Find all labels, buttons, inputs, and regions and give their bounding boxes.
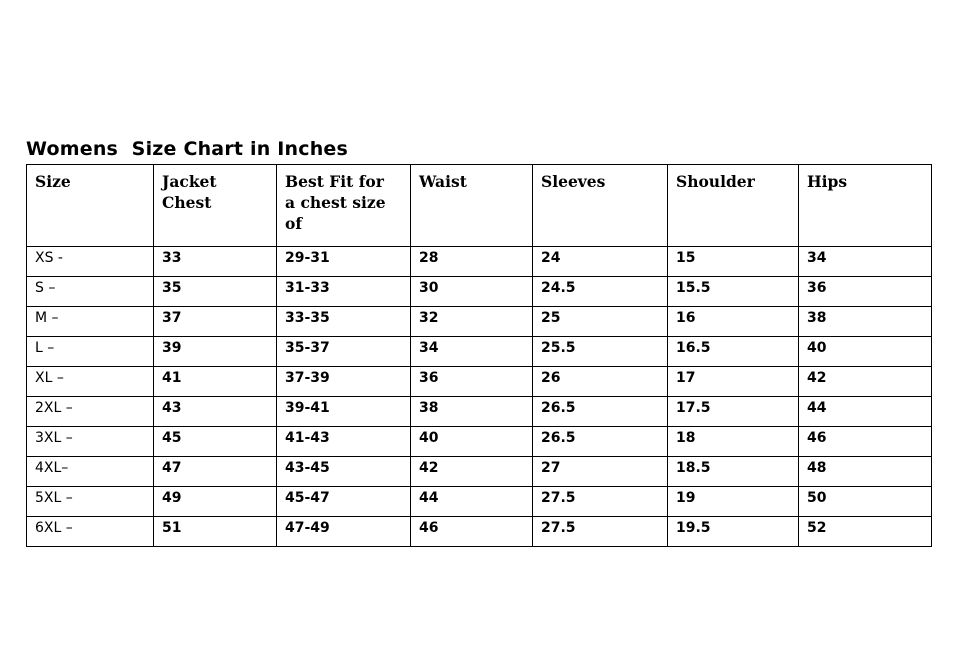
table-row <box>27 427 932 457</box>
cell-best-fit: 41-43 <box>277 427 411 457</box>
cell-size: XL – <box>27 367 154 397</box>
cell-shoulder: 16 <box>668 307 799 337</box>
table-row <box>27 367 932 397</box>
table-row <box>27 307 932 337</box>
cell-jacket-chest: 33 <box>154 247 277 277</box>
cell-hips: 36 <box>799 277 932 307</box>
column-header-sleeves: Sleeves <box>533 165 668 247</box>
cell-jacket-chest: 51 <box>154 517 277 547</box>
column-header-shoulder: Shoulder <box>668 165 799 247</box>
cell-waist: 28 <box>411 247 533 277</box>
cell-size: M – <box>27 307 154 337</box>
cell-best-fit: 45-47 <box>277 487 411 517</box>
cell-best-fit: 35-37 <box>277 337 411 367</box>
cell-sleeves: 26.5 <box>533 397 668 427</box>
cell-best-fit: 31-33 <box>277 277 411 307</box>
cell-shoulder: 15 <box>668 247 799 277</box>
cell-sleeves: 27.5 <box>533 517 668 547</box>
cell-jacket-chest: 49 <box>154 487 277 517</box>
cell-waist: 32 <box>411 307 533 337</box>
table-row <box>27 397 932 427</box>
cell-size: 3XL – <box>27 427 154 457</box>
cell-waist: 38 <box>411 397 533 427</box>
table-row <box>27 457 932 487</box>
cell-size: XS - <box>27 247 154 277</box>
cell-jacket-chest: 41 <box>154 367 277 397</box>
column-header-size: Size <box>27 165 154 247</box>
column-header-hips: Hips <box>799 165 932 247</box>
cell-shoulder: 18.5 <box>668 457 799 487</box>
cell-waist: 34 <box>411 337 533 367</box>
cell-shoulder: 19.5 <box>668 517 799 547</box>
cell-waist: 40 <box>411 427 533 457</box>
cell-jacket-chest: 37 <box>154 307 277 337</box>
cell-waist: 42 <box>411 457 533 487</box>
cell-sleeves: 24 <box>533 247 668 277</box>
size-chart-table <box>26 164 932 547</box>
column-header-best-fit: Best Fit for a chest size of <box>277 165 411 247</box>
cell-hips: 34 <box>799 247 932 277</box>
cell-size: 6XL – <box>27 517 154 547</box>
cell-size: S – <box>27 277 154 307</box>
cell-hips: 50 <box>799 487 932 517</box>
cell-hips: 38 <box>799 307 932 337</box>
cell-jacket-chest: 43 <box>154 397 277 427</box>
cell-jacket-chest: 35 <box>154 277 277 307</box>
cell-sleeves: 26.5 <box>533 427 668 457</box>
table-row <box>27 517 932 547</box>
cell-waist: 46 <box>411 517 533 547</box>
cell-sleeves: 24.5 <box>533 277 668 307</box>
cell-shoulder: 19 <box>668 487 799 517</box>
cell-shoulder: 17.5 <box>668 397 799 427</box>
table-header-row <box>27 165 932 247</box>
cell-best-fit: 33-35 <box>277 307 411 337</box>
cell-hips: 52 <box>799 517 932 547</box>
cell-hips: 46 <box>799 427 932 457</box>
cell-best-fit: 43-45 <box>277 457 411 487</box>
cell-size: 4XL– <box>27 457 154 487</box>
cell-hips: 48 <box>799 457 932 487</box>
cell-waist: 44 <box>411 487 533 517</box>
cell-shoulder: 16.5 <box>668 337 799 367</box>
cell-jacket-chest: 45 <box>154 427 277 457</box>
cell-shoulder: 15.5 <box>668 277 799 307</box>
cell-sleeves: 25 <box>533 307 668 337</box>
table-row <box>27 277 932 307</box>
cell-size: 2XL – <box>27 397 154 427</box>
column-header-jacket-chest: Jacket Chest <box>154 165 277 247</box>
cell-shoulder: 18 <box>668 427 799 457</box>
cell-best-fit: 29-31 <box>277 247 411 277</box>
cell-waist: 30 <box>411 277 533 307</box>
cell-best-fit: 37-39 <box>277 367 411 397</box>
cell-jacket-chest: 39 <box>154 337 277 367</box>
table-row <box>27 247 932 277</box>
table-row <box>27 337 932 367</box>
cell-size: 5XL – <box>27 487 154 517</box>
page-title: Womens Size Chart in Inches <box>26 138 349 160</box>
table-row <box>27 487 932 517</box>
cell-sleeves: 25.5 <box>533 337 668 367</box>
cell-sleeves: 26 <box>533 367 668 397</box>
cell-sleeves: 27.5 <box>533 487 668 517</box>
cell-hips: 40 <box>799 337 932 367</box>
cell-waist: 36 <box>411 367 533 397</box>
cell-jacket-chest: 47 <box>154 457 277 487</box>
cell-shoulder: 17 <box>668 367 799 397</box>
cell-size: L – <box>27 337 154 367</box>
cell-best-fit: 39-41 <box>277 397 411 427</box>
column-header-waist: Waist <box>411 165 533 247</box>
cell-sleeves: 27 <box>533 457 668 487</box>
cell-hips: 44 <box>799 397 932 427</box>
cell-hips: 42 <box>799 367 932 397</box>
cell-best-fit: 47-49 <box>277 517 411 547</box>
